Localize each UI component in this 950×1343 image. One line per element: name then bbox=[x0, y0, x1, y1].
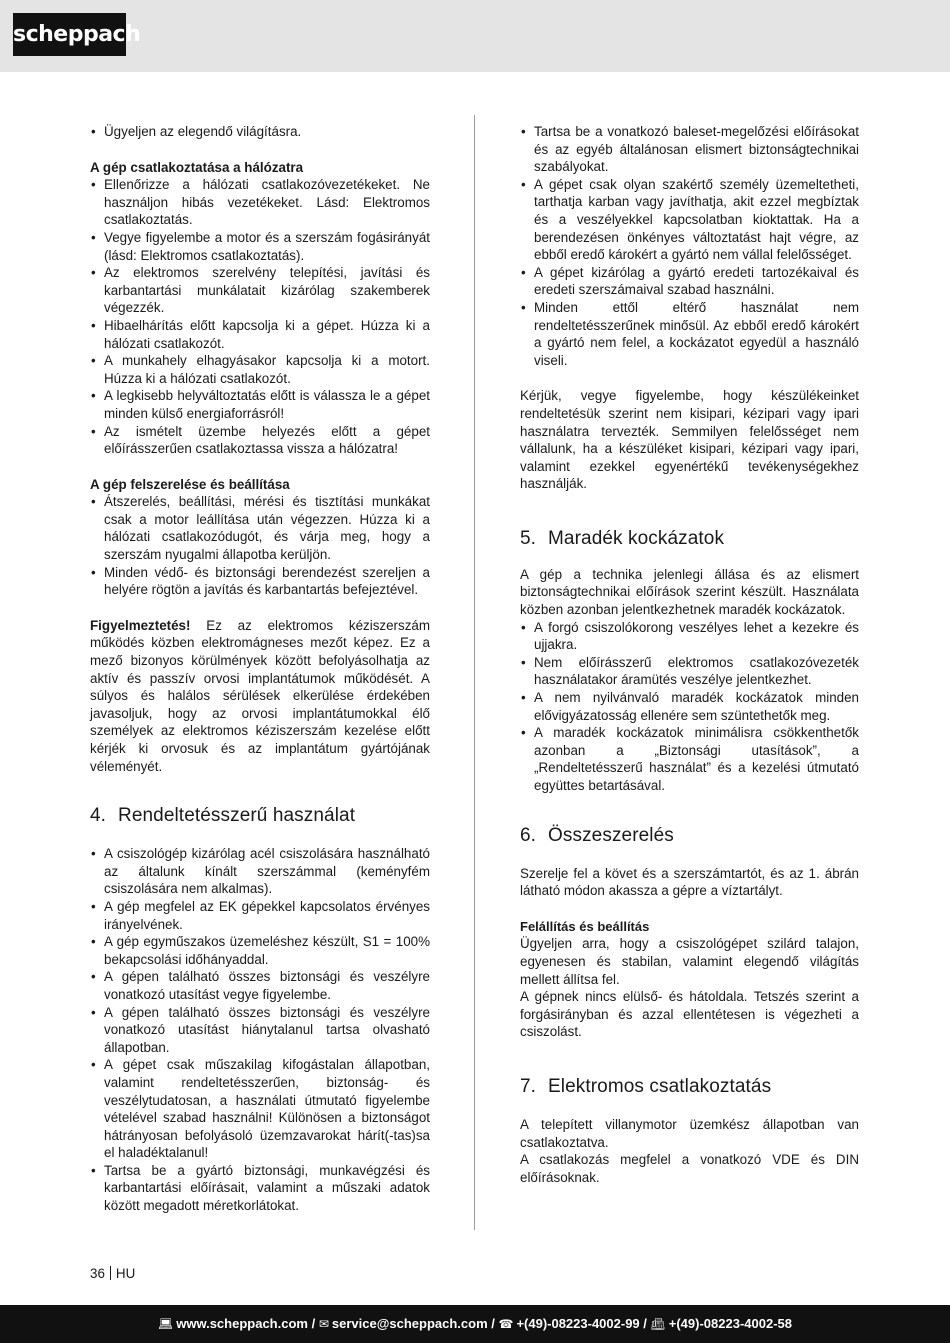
mains-list bbox=[90, 176, 430, 458]
separator: / bbox=[639, 1316, 651, 1331]
left-column bbox=[90, 123, 430, 1215]
setup-list bbox=[90, 493, 430, 599]
phone-icon: ☎︎ bbox=[498, 1317, 514, 1331]
list-item: • A gépet csak műszakilag kifogástalan állapotban, valamint rendeltetésszerűen, biztonság- és veszélytudatosan, a használati útmutató figyelembe vételével szabad használni! Különösen a biztonságot hátrányosan befolyásoló üzemzavarokat hárít(-tas)sa el haladéktalanul! bbox=[90, 1056, 430, 1162]
section-7-text-2: A csatlakozás megfelel a vonatkozó VDE és DIN előírásoknak. bbox=[520, 1152, 859, 1185]
warning-text: Ez az elektromos kéziszerszám működés közben elektromágneses mezőt képez. Ez a mező bizonyos körülmények között befolyásolhatja az aktív és passzív orvosi implantátumok működését. A súlyos és halálos sérülések elkerülése érdekében javasoljuk, hogy az orvosi implantátumokkal élő személyek az elektromos kéziszerszám kezelése előtt kérjék ki orvosuk és az implantátum gyártójának véleményét. bbox=[90, 617, 430, 774]
list-item: • A gépet csak olyan szakértő személy üzemeltetheti, tarthatja karban vagy javíthatja, akit ezzel megbíztak és a veszélyekkel kapcsolatban kioktattak. Ha a berendezésen önkényes változtatást hajt végre, az ebből eredő károkért a gyártó nem vállal felelősséget. bbox=[520, 176, 859, 264]
setup-text-2: A gépnek nincs elülső- és hátoldala. Tetszés szerint a forgásirányban és azzal ellentétesen is végezheti a csiszolást. bbox=[520, 989, 859, 1040]
section-5-intro: A gép a technika jelenlegi állása és az elismert biztonságtechnikai előírások szerint készült. Használata közben azonban jelentkezhetnek maradék kockázatok. bbox=[520, 566, 859, 618]
phone-number: +(49)-08223-4002-99 bbox=[516, 1316, 640, 1331]
warning-paragraph bbox=[90, 617, 430, 775]
language-code: HU bbox=[115, 1266, 136, 1281]
section-4-list bbox=[90, 845, 430, 1214]
section-number: 4. bbox=[90, 805, 107, 827]
email-link[interactable]: service@scheppach.com bbox=[331, 1316, 488, 1331]
list-item: • Tartsa be a vonatkozó baleset-megelőzési előírásokat és az egyéb általánosan elismert biztonságtechnikai szabályokat. bbox=[520, 123, 859, 176]
computer-icon: 💻︎ bbox=[158, 1317, 174, 1331]
section-title: Maradék kockázatok bbox=[548, 527, 725, 549]
section-heading-4 bbox=[90, 805, 430, 827]
separator: / bbox=[307, 1316, 319, 1331]
list-item: • Az ismételt üzembe helyezés előtt a gépet előírásszerűen csatlakoztassa vissza a hálózatra! bbox=[90, 423, 430, 458]
list-item: • A legkisebb helyváltoztatás előtt is válassza le a gépet minden külső energiaforrásról! bbox=[90, 387, 430, 422]
section-title: Rendeltetésszerű használat bbox=[118, 805, 356, 827]
website-link[interactable]: www.scheppach.com bbox=[176, 1316, 308, 1331]
list-item: • A maradék kockázatok minimálisra csökkenthetők azonban a „Biztonsági utasítások”, a „Rendeltetésszerű használat” és a kezelési útmutató együttes betartásával. bbox=[520, 724, 859, 794]
section-number: 5. bbox=[520, 527, 537, 549]
section-6-intro: Szerelje fel a követ és a szerszámtartót, és az 1. ábrán látható módon akassza a gépre a víztartályt. bbox=[520, 865, 859, 899]
list-item: • Nem előírásszerű elektromos csatlakozóvezeték használatakor áramütés veszélye jelentkezhet. bbox=[520, 654, 859, 689]
list-item: • A gép megfelel az EK gépekkel kapcsolatos érvényes irányelvének. bbox=[90, 898, 430, 933]
section-heading-5 bbox=[520, 528, 859, 550]
list-item: • A gépen található összes biztonsági és veszélyre vonatkozó utasítást hiánytalanul tartsa olvasható állapotban. bbox=[90, 1004, 430, 1057]
brand-logo: scheppach bbox=[13, 13, 126, 56]
list-item: • A gép egyműszakos üzemeléshez készült, S1 = 100% bekapcsolási időhányaddal. bbox=[90, 933, 430, 968]
footer-contact-bar bbox=[0, 1305, 950, 1343]
right-column bbox=[520, 123, 859, 1186]
list-item: • Átszerelés, beállítási, mérési és tisztítási munkákat csak a motor leállítása után végezzen. Húzza ki a hálózati csatlakozódugót, és várja meg, hogy a szerszám nyugalmi állapotba kerüljön. bbox=[90, 493, 430, 563]
list-item: • Minden ettől eltérő használat nem rendeltetésszerűnek minősül. Az ebből eredő károkért a gyártó nem felel, a kockázatot egyedül a használó viseli. bbox=[520, 299, 859, 369]
section-title: Elektromos csatlakoztatás bbox=[548, 1075, 772, 1097]
usage-list bbox=[520, 123, 859, 369]
header-bar bbox=[0, 0, 950, 72]
list-item: • Ellenőrizze a hálózati csatlakozóvezetékeket. Ne használjon hibás vezetékeket. Lásd: Elektromos csatlakoztatás. bbox=[90, 176, 430, 229]
fax-number: +(49)-08223-4002-58 bbox=[668, 1316, 792, 1331]
mains-heading: A gép csatlakoztatása a hálózatra bbox=[90, 159, 304, 175]
list-item: • Minden védő- és biztonsági berendezést szereljen a helyére rögtön a javítás és karbantartás befejeztével. bbox=[90, 564, 430, 599]
mail-icon: ✉︎ bbox=[318, 1317, 329, 1331]
section-heading-7 bbox=[520, 1076, 859, 1098]
usage-note: Kérjük, vegye figyelembe, hogy készülékeinket rendeltetésük szerint nem kisipari, kézipari vagy ipari használatra tervezték. Semmilyen felelősséget nem vállalunk, ha a készüléket kisipari, kézipari vagy ipari, valamint ezekkel egyenértékű tevékenységekhez használják. bbox=[520, 388, 859, 492]
setup-subheading: Felállítás és beállítás bbox=[520, 918, 650, 934]
page-number bbox=[90, 1265, 135, 1282]
list-item: • A forgó csiszolókorong veszélyes lehet a kezekre és ujjakra. bbox=[520, 619, 859, 654]
section-title: Összeszerelés bbox=[548, 824, 674, 846]
section-number: 7. bbox=[520, 1075, 537, 1097]
list-item: • A munkahely elhagyásakor kapcsolja ki a motort. Húzza ki a hálózati csatlakozót. bbox=[90, 352, 430, 387]
list-item: • Az elektromos szerelvény telepítési, javítási és karbantartási munkálatait kizárólag szakemberek végezzék. bbox=[90, 264, 430, 317]
list-item: • Hibaelhárítás előtt kapcsolja ki a gépet. Húzza ki a hálózati csatlakozót. bbox=[90, 317, 430, 352]
list-item: • Ügyeljen az elegendő világításra. bbox=[90, 123, 430, 141]
section-heading-6 bbox=[520, 825, 859, 847]
list-item: • A nem nyilvánvaló maradék kockázatok minden elővigyázatosság ellenére sem szüntethetők meg. bbox=[520, 689, 859, 724]
warning-label: Figyelmeztetés! bbox=[90, 617, 191, 633]
section-7-text-1: A telepített villanymotor üzemkész állapotban van csatlakoztatva. bbox=[520, 1116, 859, 1150]
setup-heading: A gép felszerelése és beállítása bbox=[90, 476, 290, 492]
fax-icon: 📠︎ bbox=[650, 1317, 666, 1331]
list-item: • A gépet kizárólag a gyártó eredeti tartozékaival és eredeti szerszámaival szabad használni. bbox=[520, 264, 859, 299]
list-item: • A csiszológép kizárólag acél csiszolására használható az általunk kínált szerszámmal (keményfém csiszolására nem alkalmas). bbox=[90, 845, 430, 898]
list-item: • A gépen található összes biztonsági és veszélyre vonatkozó utasítást vegye figyelembe. bbox=[90, 968, 430, 1003]
setup-text-1: Ügyeljen arra, hogy a csiszológépet szilárd talajon, egyenesen és stabilan, valamint elegendő világítás mellett állítsa fel. bbox=[520, 936, 859, 987]
column-divider bbox=[474, 115, 475, 1230]
list-item: • Tartsa be a gyártó biztonsági, munkavégzési és karbantartási előírásait, valamint a műszaki adatok között megadott méretkorlátokat. bbox=[90, 1162, 430, 1215]
section-number: 6. bbox=[520, 824, 537, 846]
list-item: • Vegye figyelembe a motor és a szerszám fogásirányát (lásd: Elektromos csatlakoztatás). bbox=[90, 229, 430, 264]
intro-list bbox=[90, 123, 430, 141]
section-5-list bbox=[520, 619, 859, 795]
separator: / bbox=[487, 1316, 499, 1331]
page-number-value: 36 bbox=[90, 1266, 105, 1281]
